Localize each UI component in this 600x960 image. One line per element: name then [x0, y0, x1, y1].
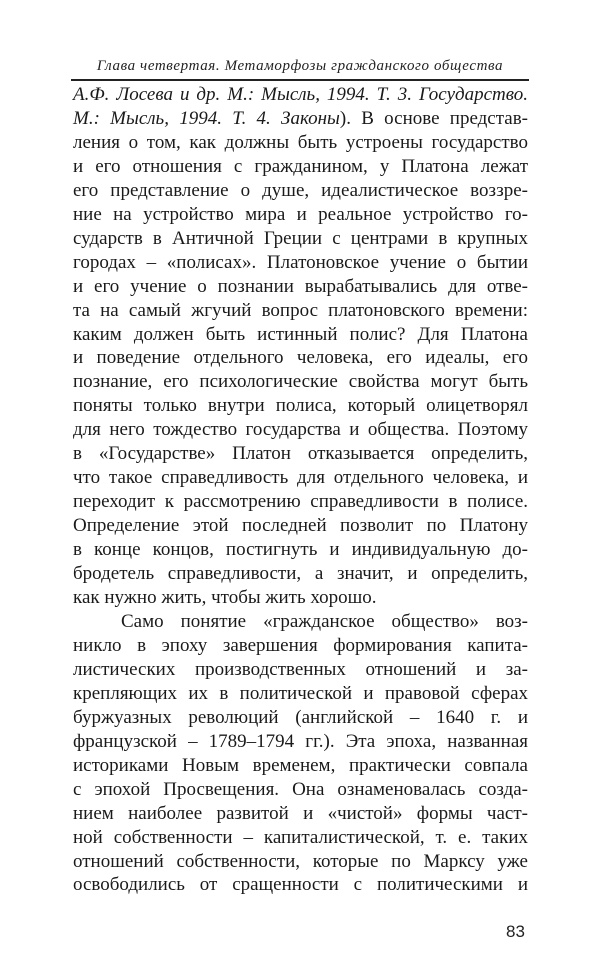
line-text: Само понятие «гражданское общество» воз-	[121, 610, 528, 632]
line-text: ления о том, как должны быть устроены государство	[73, 131, 528, 153]
line-text: французской – 1789–1794 гг.). Эта эпоха, названная	[73, 730, 528, 752]
text-line	[73, 514, 528, 538]
text-line	[73, 826, 528, 850]
text-line	[73, 466, 528, 490]
line-text: как нужно жить, чтобы жить хорошо.	[73, 587, 377, 609]
text-line	[73, 706, 528, 730]
line-text: нием наиболее развитой и «чистой» формы част-	[73, 802, 528, 824]
line-text: для него тождество государства и общества. Поэтому	[73, 419, 528, 441]
line-text: и его учение о познании вырабатывались для отве-	[73, 275, 528, 297]
line-text: городах – «полисах». Платоновское учение о бытии	[73, 251, 528, 273]
line-text: историками Новым временем, практически совпала	[73, 754, 528, 776]
line-text: листических производственных отношений и за-	[73, 658, 528, 680]
text-line	[73, 179, 528, 203]
text-line	[73, 442, 528, 466]
text-line	[73, 562, 528, 586]
text-line	[73, 778, 528, 802]
text-line	[73, 418, 528, 442]
line-text: его представление о душе, идеалистическое воззре-	[73, 179, 528, 201]
line-text: ). В основе представ-	[339, 107, 528, 129]
line-text: бродетель справедливости, а значит, и определить,	[73, 563, 528, 585]
text-line	[73, 155, 528, 179]
text-line	[73, 107, 528, 131]
text-line	[73, 873, 528, 897]
line-text: ной собственности – капиталистической, т. е. таких	[73, 826, 528, 848]
running-header: Глава четвертая. Метаморфозы гражданского общества	[96, 58, 504, 74]
text-line	[73, 682, 528, 706]
text-line	[73, 83, 528, 107]
line-text: каким должен быть истинный полис? Для Платона	[73, 323, 528, 345]
text-line	[73, 610, 528, 634]
text-line	[73, 802, 528, 826]
line-text: в конце концов, постигнуть и индивидуальную до-	[73, 539, 528, 561]
text-line	[73, 251, 528, 275]
line-text: отношений собственности, которые по Марксу уже	[73, 850, 528, 872]
text-line	[73, 394, 528, 418]
text-line	[73, 754, 528, 778]
text-line	[73, 370, 528, 394]
text-line	[73, 538, 528, 562]
text-line	[73, 586, 528, 610]
text-line	[73, 634, 528, 658]
text-line	[73, 323, 528, 347]
page-number: 83	[506, 922, 525, 941]
line-text: и поведение отдельного человека, его идеалы, его	[73, 347, 528, 369]
line-text: и его отношения с гражданином, у Платона лежат	[73, 155, 528, 177]
line-text: что такое справедливость для отдельного человека, и	[73, 467, 528, 489]
text-line	[73, 730, 528, 754]
text-line	[73, 850, 528, 874]
line-text: Определение этой последней позволит по Платону	[73, 515, 528, 537]
text-line	[73, 490, 528, 514]
line-text: переходит к рассмотрению справедливости в полисе.	[73, 491, 528, 513]
text-line	[73, 203, 528, 227]
text-line	[73, 227, 528, 251]
line-text: крепляющих их в политической и правовой сферах	[73, 682, 528, 704]
line-text: познание, его психологические свойства могут быть	[73, 371, 528, 393]
line-text: буржуазных революций (английской – 1640 г. и	[73, 706, 528, 728]
citation-italic: А.Ф. Лосева и др. М.: Мысль, 1994. Т. 3. Государство.	[73, 84, 528, 105]
line-text: освободились от сращенности с политическими и	[73, 874, 528, 896]
line-text: сударств в Античной Греции с центрами в крупных	[73, 227, 528, 249]
line-text: та на самый жгучий вопрос платоновского времени:	[73, 299, 528, 321]
line-text: с эпохой Просвещения. Она ознаменовалась созда-	[73, 778, 528, 800]
line-text: в «Государстве» Платон отказывается определить,	[73, 443, 528, 465]
text-line	[73, 346, 528, 370]
line-text: ние на устройство мира и реальное устройство го-	[73, 203, 528, 225]
body-text	[73, 83, 528, 897]
line-text: никло в эпоху завершения формирования капита-	[73, 634, 528, 656]
header-rule	[71, 79, 529, 81]
text-line	[73, 299, 528, 323]
text-line	[73, 275, 528, 299]
text-line	[73, 131, 528, 155]
text-line	[73, 658, 528, 682]
line-text: поняты только внутри полиса, который олицетворял	[73, 395, 528, 417]
citation-italic: М.: Мысль, 1994. Т. 4. Законы	[73, 107, 340, 129]
